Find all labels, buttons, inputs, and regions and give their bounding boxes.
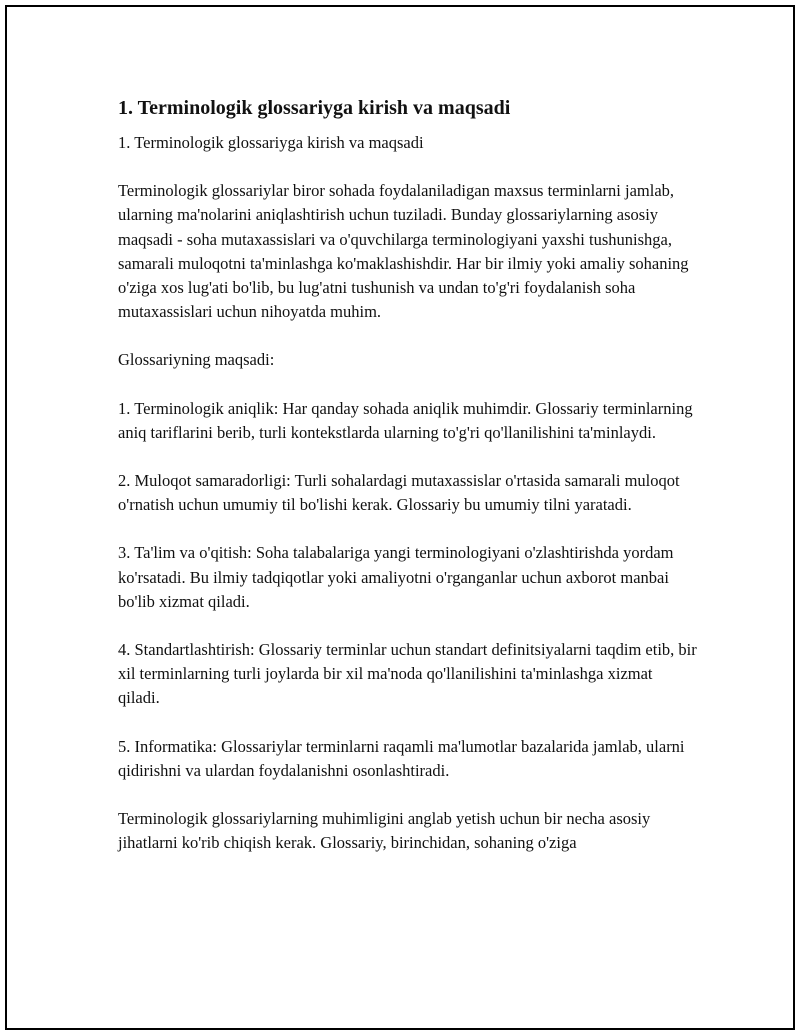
intro-paragraph: Terminologik glossariylar biror sohada foydalaniladigan maxsus terminlarni jamlab, ularning ma'nolarini aniqlashtirish uchun tuziladi. Bunday glossariylarning asosiy maqsadi - soha mutaxassislari va o'quvchilarga terminologiyani yaxshi tushunishga, samarali muloqotni ta'minlashga ko'maklashishdir. Har bir ilmiy yoki amaliy sohaning o'ziga xos lug'ati bo'lib, bu lug'atni tushunish va undan to'g'ri foydalanish soha mutaxassislari uchun nihoyatda muhim. [118,181,689,322]
purpose-label: Glossariyning maqsadi: [118,350,275,370]
purpose-item-5: 5. Informatika: Glossariylar terminlarni raqamli ma'lumotlar bazalarida jamlab, ularni qidirishni va ulardan foydalanishni osonlashtiradi. [118,736,685,780]
purpose-item-4: 4. Standartlashtirish: Glossariy terminlar uchun standart definitsiyalarni taqdim etib, bir xil terminlarning turli joylarda bir xil ma'noda qo'llanilishini ta'minlashga xizmat qiladi. [118,640,697,708]
purpose-item-3: 3. Ta'lim va o'qitish: Soha talabalariga yangi terminologiyani o'zlashtirishda yordam ko'rsatadi. Bu ilmiy tadqiqotlar yoki amaliyotni o'rganganlar uchun axborot manbai bo'lib xizmat qiladi. [118,543,674,611]
purpose-item-2: 2. Muloqot samaradorligi: Turli sohalardagi mutaxassislar o'rtasida samarali muloqot o'rnatish uchun umumiy til bo'lishi kerak. Glossariy bu umumiy tilni yaratadi. [118,471,680,515]
document-heading: 1. Terminologik glossariyga kirish va maqsadi [118,97,511,119]
purpose-item-1: 1. Terminologik aniqlik: Har qanday sohada aniqlik muhimdir. Glossariy terminlarning aniq tariflarini berib, turli kontekstlarda ularning to'g'ri qo'llanilishini ta'minlaydi. [118,398,693,442]
document-body [118,95,698,879]
document-page [5,5,795,1030]
section-subtitle: 1. Terminologik glossariyga kirish va maqsadi [118,133,424,152]
closing-paragraph: Terminologik glossariylarning muhimligini anglab yetish uchun bir necha asosiy jihatlarni ko'rib chiqish kerak. Glossariy, birinchidan, sohaning o'ziga [118,809,651,853]
